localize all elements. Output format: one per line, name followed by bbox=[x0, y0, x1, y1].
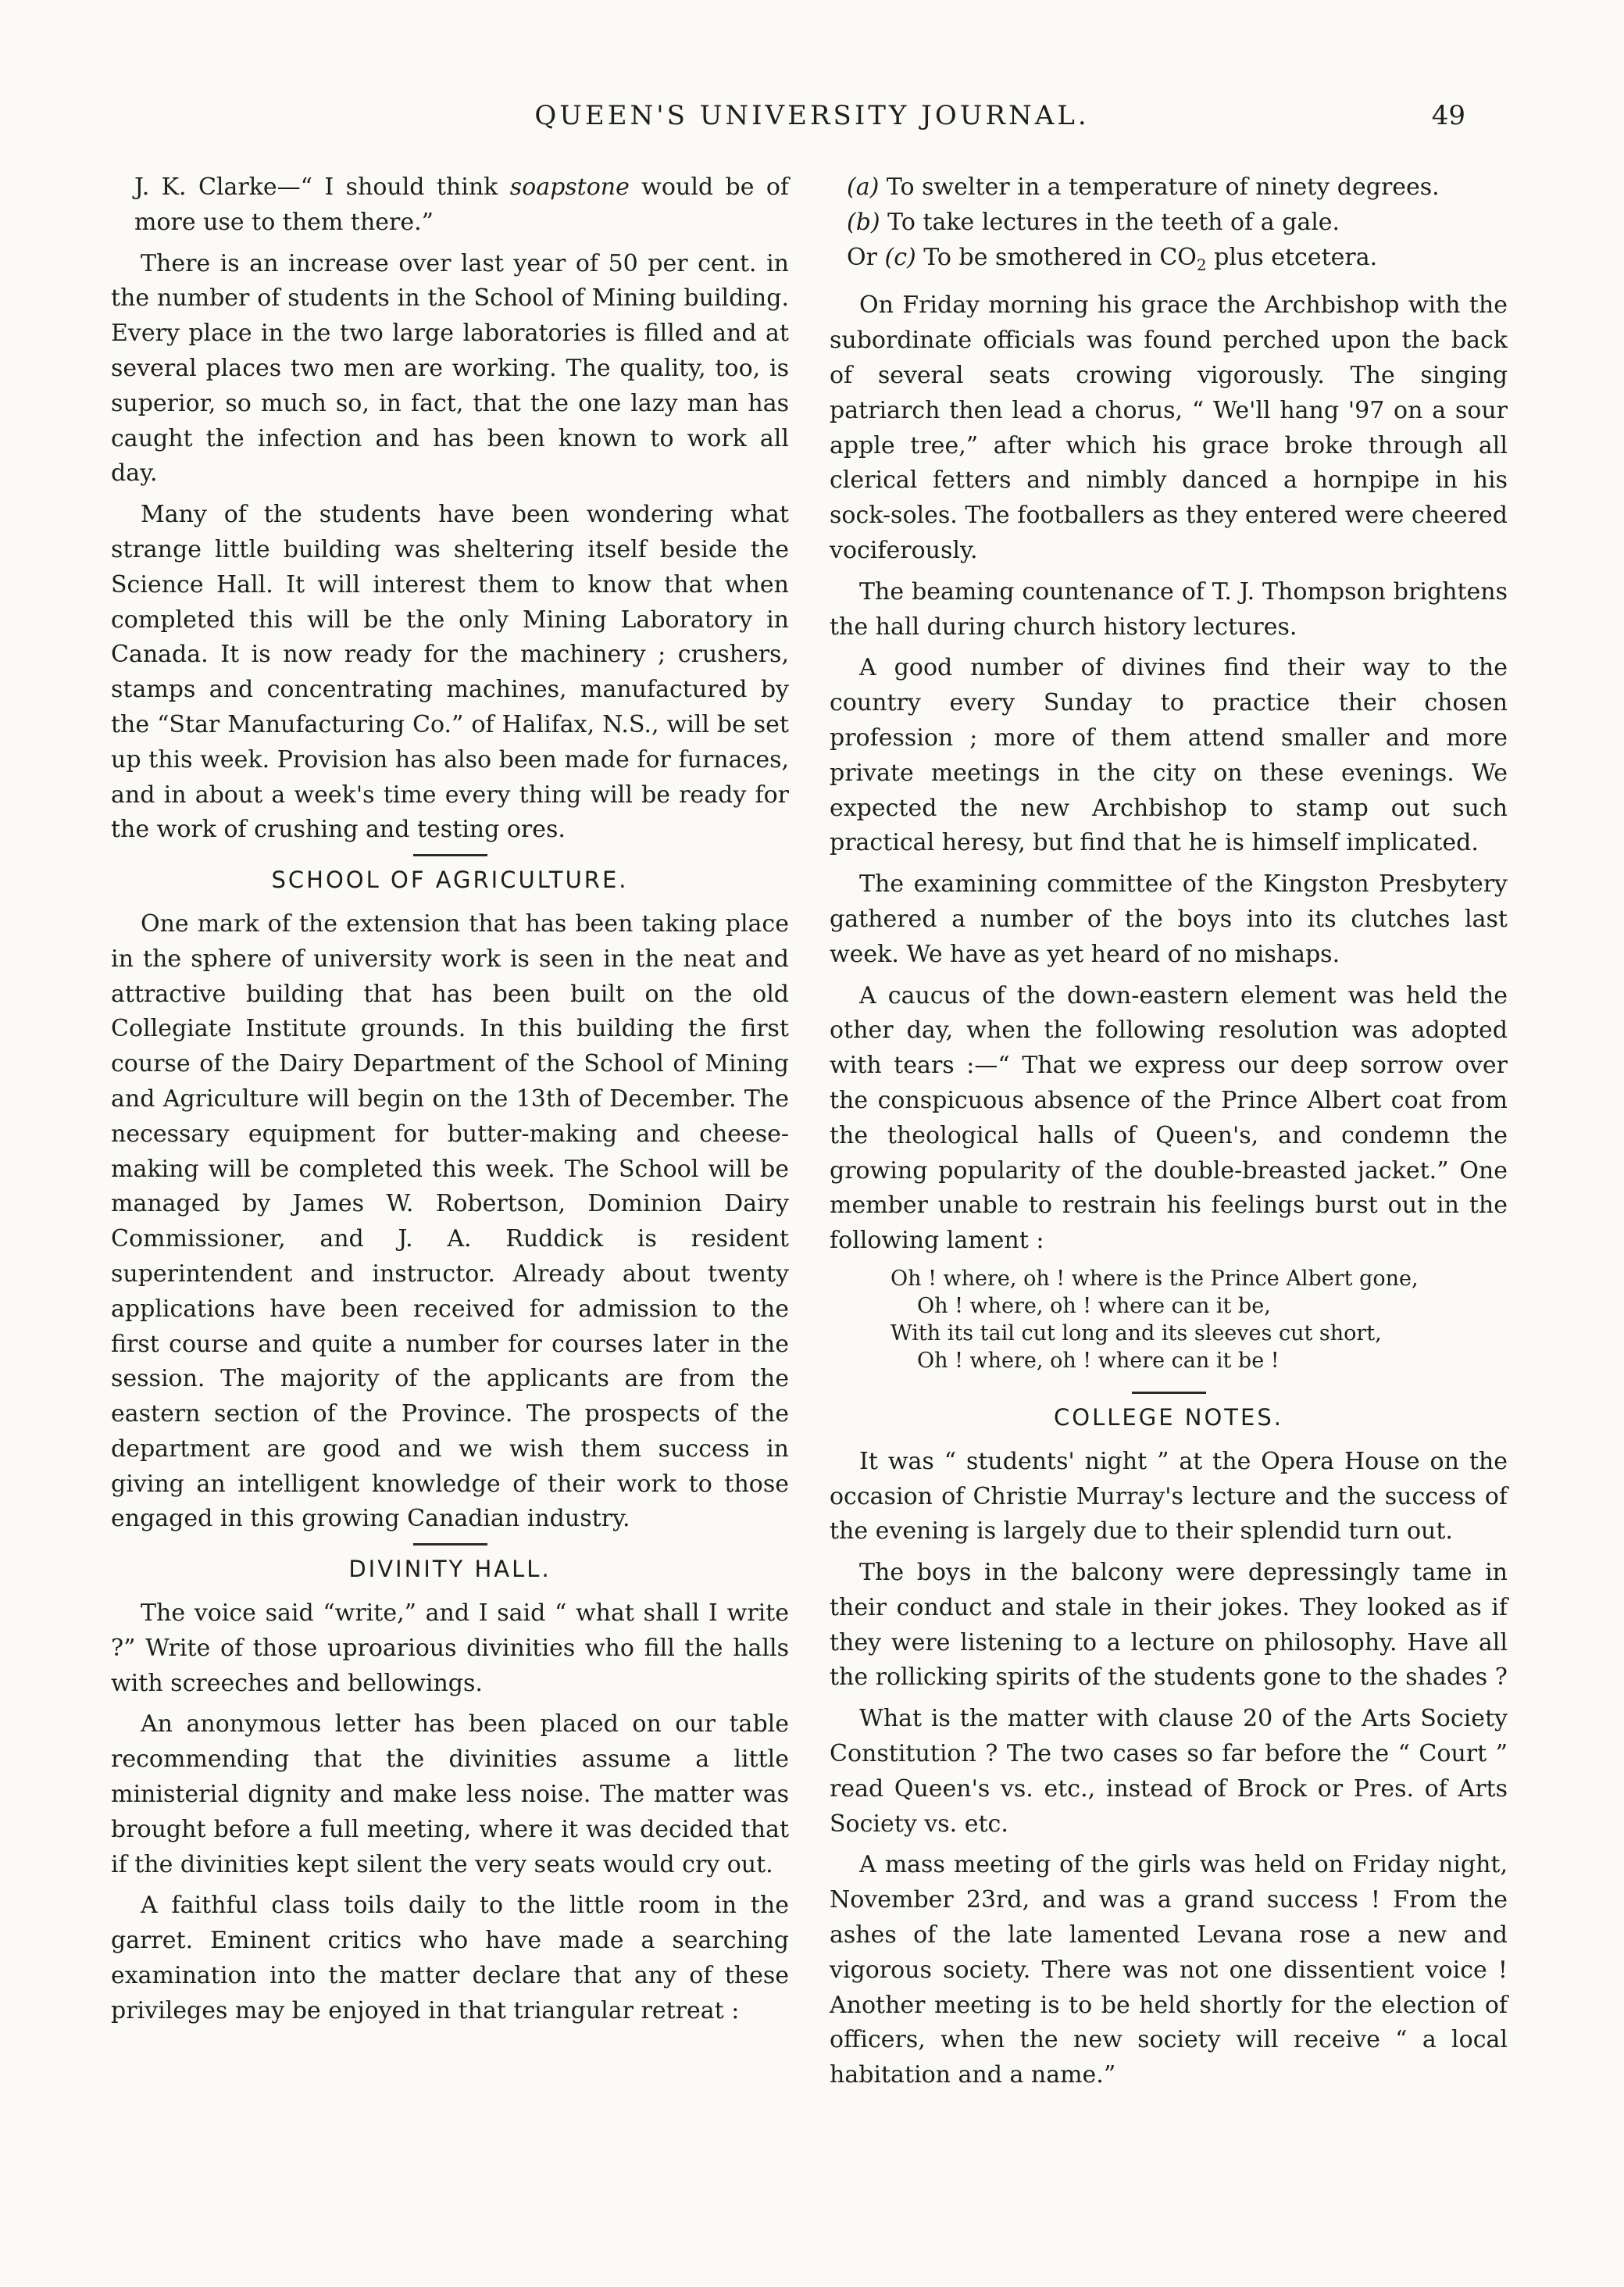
paragraph-balcony: The boys in the balcony were depressingly tame in their conduct and stale in their jokes. They looked as if they were listening to a lecture on philosophy. Have all the rollicking spirits of the students gone to the shades ? bbox=[830, 1559, 1508, 1692]
section-rule bbox=[1132, 1392, 1206, 1394]
paragraph-divinity-letter: An anonymous letter has been placed on our table recommending that the divinities assume a little ministerial dignity and make less noise. The matter was brought before a full meeting, where it was decided that if the divinities kept silent the very seats would cry out. bbox=[111, 1710, 789, 1878]
paragraph-mining-increase: There is an increase over last year of 50 per cent. in the number of students in the School of Mining building. Every place in the two large laboratories is filled and at several places two men are working. The quality, too, is superior, so much so, in fact, that the one lazy man has caught the infection and has been known to work all day. bbox=[111, 249, 789, 488]
section-heading-agriculture: SCHOOL OF AGRICULTURE. bbox=[271, 867, 629, 894]
paragraph-caucus: A caucus of the down-eastern element was held the other day, when the following resolution was adopted with tears :—“ That we express our deep sorrow over the conspicuous absence of the Prince Albert coat from the theological halls of Queen's, and condemn the growing popularity of the double-breasted jacket.” One member unable to restrain his feelings burst out in the following lament : bbox=[830, 981, 1508, 1255]
section-heading-college-notes: COLLEGE NOTES. bbox=[1054, 1403, 1283, 1431]
paragraph-thompson: The beaming countenance of T. J. Thompson brightens the hall during church history lectures. bbox=[830, 577, 1508, 641]
section-rule bbox=[413, 854, 487, 856]
poem-line: With its tail cut long and its sleeves cut short, bbox=[891, 1320, 1382, 1345]
journal-title: QUEEN'S UNIVERSITY JOURNAL. bbox=[534, 100, 1090, 131]
paragraph-divines: A good number of divines find their way to the country every Sunday to practice their chosen profession ; more of them attend smaller and more private meetings in the city on these evenings. We expected the new Archbishop to stamp out such practical heresy, but find that he is himself implicated. bbox=[830, 654, 1508, 857]
paragraph-presbytery: The examining committee of the Kingston Presbytery gathered a number of the boys into its clutches last week. We have as yet heard of no mishaps. bbox=[830, 870, 1508, 968]
poem-line: Oh ! where, oh ! where can it be, bbox=[917, 1293, 1271, 1318]
left-column bbox=[111, 170, 789, 2035]
poem-line: Oh ! where, oh ! where can it be ! bbox=[917, 1348, 1280, 1373]
list-item-b: (b) To take lectures in the teeth of a gale. bbox=[847, 208, 1340, 236]
paragraph-divinity-class: A faithful class toils daily to the little room in the garret. Eminent critics who have made a searching examination into the matter declare that any of these privileges may be enjoyed in that triangular retreat : bbox=[111, 1892, 789, 2024]
paragraph-students-night: It was “ students' night ” at the Opera House on the occasion of Christie Murray's lecture and the success of the evening is largely due to their splendid turn out. bbox=[830, 1447, 1508, 1546]
section-rule bbox=[413, 1543, 487, 1546]
clarke-quote: J. K. Clarke—“ I should think soapstone would be of more use to them there.” bbox=[134, 173, 789, 236]
paragraph-mass-meeting: A mass meeting of the girls was held on Friday night, November 23rd, and was a grand success ! From the ashes of the late lamented Levana rose a new and vigorous society. There was not one dissentient voice ! Another meeting is to be held shortly for the election of officers, when the new society will receive “ a local habitation and a name.” bbox=[830, 1851, 1508, 2089]
paragraph-divinity-voice: The voice said “write,” and I said “ what shall I write ?” Write of those uproarious divinities who fill the halls with screeches and bellowings. bbox=[111, 1599, 789, 1697]
list-item-c: Or (c) To be smothered in $CO_2$ plus etcetera. bbox=[847, 243, 1378, 274]
paragraph-clause: What is the matter with clause 20 of the Arts Society Constitution ? The two cases so far before the “ Court ” read Queen's vs. etc., instead of Brock or Pres. of Arts Society vs. etc. bbox=[830, 1705, 1508, 1838]
paragraph-mining-lab: Many of the students have been wondering what strange little building was sheltering itself beside the Science Hall. It will interest them to know that when completed this will be the only Mining Laboratory in Canada. It is now ready for the machinery ; crushers, stamps and concentrating machines, manufactured by the “Star Manufacturing Co.” of Halifax, N.S., will be set up this week. Provision has also been made for furnaces, and in about a week's time every thing will be ready for the work of crushing and testing ores. bbox=[111, 501, 789, 844]
paragraph-archbishop: On Friday morning his grace the Archbishop with the subordinate officials was found perched upon the back of several seats crowing vigorously. The singing patriarch then lead a chorus, “ We'll hang '97 on a sour apple tree,” after which his grace broke through all clerical fetters and nimbly danced a hornpipe in his sock-soles. The footballers as they entered were cheered vociferously. bbox=[830, 291, 1508, 564]
poem-line: Oh ! where, oh ! where is the Prince Albert gone, bbox=[891, 1266, 1419, 1291]
page-number: 49 bbox=[1431, 100, 1465, 131]
lament-poem bbox=[830, 1265, 1508, 1374]
section-heading-divinity: DIVINITY HALL. bbox=[348, 1556, 551, 1583]
running-head bbox=[0, 100, 1624, 139]
list-item-a: (a) To swelter in a temperature of ninety degrees. bbox=[847, 173, 1440, 201]
right-column bbox=[830, 170, 1508, 2099]
paragraph-agriculture: One mark of the extension that has been taking place in the sphere of university work is seen in the neat and attractive building that has been built on the old Collegiate Institute grounds. In this building the first course of the Dairy Department of the School of Mining and Agriculture will begin on the 13th of December. The necessary equipment for butter-making and cheese-making will be completed this week. The School will be managed by James W. Robertson, Dominion Dairy Commissioner, and J. A. Ruddick is resident superintendent and instructor. Already about twenty applications have been received for admission to the first course and quite a number for courses later in the session. The majority of the applicants are from the eastern section of the Province. The prospects of the department are good and we wish them success in giving an intelligent knowledge of their work to those engaged in this growing Canadian industry. bbox=[111, 909, 789, 1533]
